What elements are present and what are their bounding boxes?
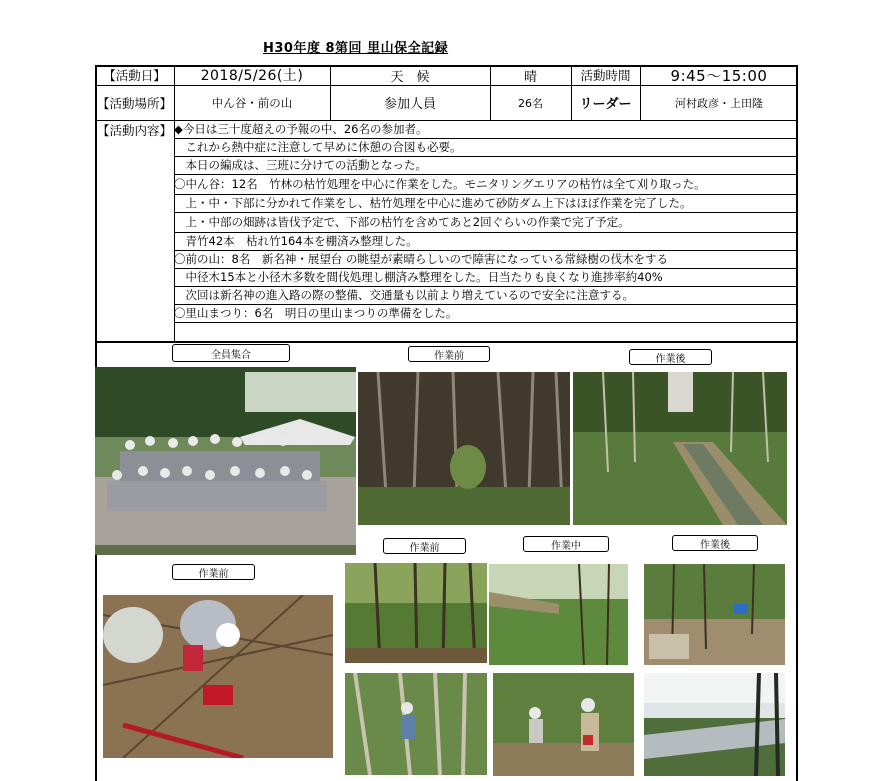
content-line: 上・中部の畑跡は皆伐予定で、下部の枯竹を含めてあと2回ぐらいの作業で完了予定。	[174, 215, 630, 229]
leader-label: リーダー	[579, 97, 632, 112]
content-line: 〇中ん谷：12名 竹林の枯竹処理を中心に作業をした。モニタリングエリアの枯竹は全て刈り取った。	[174, 177, 706, 191]
bamboo-before-photo	[358, 372, 570, 525]
content-line: 次回は新名神の進入路の際の整備、交通量も以前より増えているので安全に注意する。	[174, 288, 634, 302]
forest-before-photo	[345, 563, 487, 663]
weather-label: 天 候	[390, 69, 430, 85]
content-line: 本日の編成は、三班に分けての活動となった。	[174, 158, 427, 172]
content-label: 【活動内容】	[96, 123, 172, 138]
rule	[174, 212, 798, 213]
bamboo-after-photo	[573, 372, 787, 525]
caption-before-work: 作業前	[408, 346, 490, 362]
workers-forest-photo	[493, 673, 634, 776]
viewpoint-photo	[644, 673, 785, 776]
time-value: 9:45～15:00	[670, 66, 768, 85]
weather-value: 晴	[523, 69, 537, 85]
time-label: 活動時間	[580, 68, 631, 83]
content-line: 〇前の山：8名 新名神・展望台 の眺望が素晴らしいので障害になっている常緑樹の伐木をする	[174, 252, 668, 266]
worker-bamboo-photo	[345, 673, 487, 775]
caption-all-members: 全員集合	[172, 344, 290, 362]
caption-before-work: 作業前	[172, 564, 255, 580]
caption-after-work: 作業後	[672, 535, 758, 551]
caption-during-work: 作業中	[523, 536, 609, 552]
rule	[174, 322, 798, 323]
group-photo	[95, 367, 356, 555]
participants-label: 参加人員	[383, 97, 436, 112]
work-before-photo	[103, 595, 333, 758]
place-value: 中ん谷・前の山	[211, 95, 293, 110]
forest-after-photo	[644, 564, 785, 665]
rule	[174, 174, 798, 175]
leader-value: 河村政彦・上田隆	[675, 96, 763, 110]
content-line: 〇里山まつり：6名 明日の里山まつりの準備をした。	[174, 306, 458, 320]
content-line: 青竹42本 枯れ竹164本を棚済み整理した。	[174, 234, 418, 248]
content-line: ◆今日は三十度超えの予報の中、26名の参加者。	[174, 122, 428, 136]
rule	[95, 341, 798, 343]
place-label: 【活動場所】	[96, 95, 172, 111]
content-line: これから熱中症に注意して早めに休憩の合図も必要。	[174, 140, 462, 154]
date-value: 2018/5/26(土)	[200, 68, 304, 84]
content-line: 上・中・下部に分かれて作業をし、枯竹処理を中心に進めて砂防ダム上下はほぼ作業を完了した。	[174, 196, 692, 210]
date-label: 【活動日】	[103, 68, 166, 83]
caption-after-work: 作業後	[629, 349, 712, 365]
caption-before-work: 作業前	[383, 538, 466, 554]
forest-during-photo	[489, 564, 628, 665]
page-title: H30年度 8第回 里山保全記録	[263, 41, 449, 56]
content-line: 中径木15本と小径木多数を間伐処理し棚済み整理をした。日当たりも良くなり進捗率約40%	[174, 270, 663, 284]
participants-value: 26名	[518, 96, 543, 110]
